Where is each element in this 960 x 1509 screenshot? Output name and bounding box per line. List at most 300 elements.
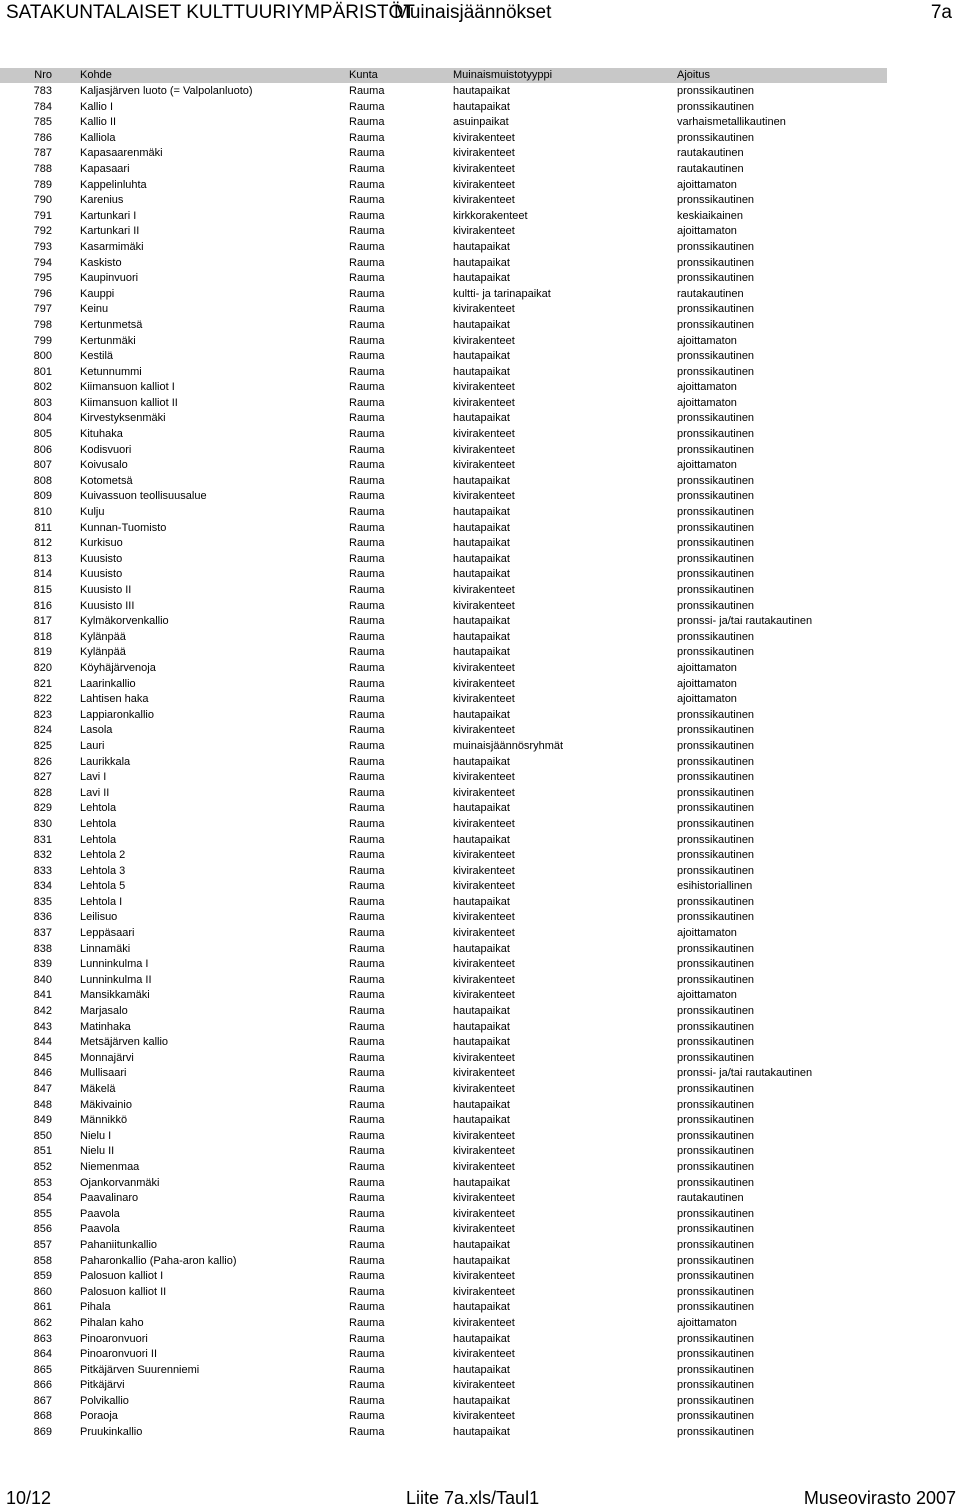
cell-nro: 801 (33, 365, 52, 378)
cell-tyyppi: hautapaikat (453, 802, 510, 815)
cell-kohde: Metsäjärven kallio (80, 1036, 169, 1049)
cell-nro: 851 (33, 1145, 52, 1158)
cell-ajoitus: pronssikautinen (677, 911, 755, 924)
cell-nro: 848 (33, 1098, 52, 1111)
cell-kunta: Rauma (349, 786, 385, 799)
cell-tyyppi: kivirakenteet (453, 911, 515, 924)
cell-kunta: Rauma (349, 1254, 385, 1267)
table-row (0, 677, 900, 693)
cell-kunta: Rauma (349, 973, 385, 986)
cell-kohde: Mäkivainio (80, 1098, 132, 1111)
column-header-nro: Nro (34, 69, 52, 81)
table-row (0, 1425, 900, 1441)
cell-kohde: Paavalinaro (80, 1192, 139, 1205)
cell-kohde: Ojankorvanmäki (80, 1176, 160, 1189)
cell-tyyppi: hautapaikat (453, 1098, 510, 1111)
cell-kunta: Rauma (349, 615, 385, 628)
cell-kohde: Kuivassuon teollisuusalue (80, 490, 207, 503)
cell-kunta: Rauma (349, 1410, 385, 1423)
table-header-row (0, 68, 887, 83)
cell-ajoitus: pronssikautinen (677, 256, 755, 269)
cell-kohde: Polvikallio (80, 1394, 129, 1407)
page-number: 10/12 (6, 1488, 52, 1508)
cell-nro: 784 (33, 100, 52, 113)
cell-tyyppi: kivirakenteet (453, 989, 515, 1002)
cell-ajoitus: pronssikautinen (677, 708, 755, 721)
cell-kohde: Kestilä (80, 350, 114, 363)
cell-kunta: Rauma (349, 1332, 385, 1345)
cell-kunta: Rauma (349, 131, 385, 144)
cell-nro: 839 (33, 958, 52, 971)
cell-kunta: Rauma (349, 1160, 385, 1173)
cell-nro: 826 (33, 755, 52, 768)
cell-nro: 810 (33, 506, 52, 519)
cell-ajoitus: pronssikautinen (677, 1036, 755, 1049)
cell-nro: 813 (33, 552, 52, 565)
cell-kohde: Kunnan-Tuomisto (80, 521, 167, 534)
cell-nro: 800 (33, 350, 52, 363)
table-row (0, 1332, 900, 1348)
cell-kohde: Poraoja (80, 1410, 118, 1423)
cell-nro: 823 (33, 708, 52, 721)
cell-kunta: Rauma (349, 209, 385, 222)
cell-kunta: Rauma (349, 147, 385, 160)
cell-kunta: Rauma (349, 630, 385, 643)
cell-ajoitus: ajoittamaton (677, 334, 737, 347)
cell-kohde: Lehtola (80, 802, 117, 815)
table-row (0, 988, 900, 1004)
cell-kunta: Rauma (349, 490, 385, 503)
cell-nro: 816 (33, 599, 52, 612)
table-row (0, 1378, 900, 1394)
table-row (0, 1238, 900, 1254)
cell-nro: 862 (33, 1316, 52, 1329)
cell-kohde: Kulju (80, 506, 105, 519)
cell-kohde: Lappiaronkallio (80, 708, 154, 721)
table-row (0, 1285, 900, 1301)
cell-kohde: Kapasaari (80, 162, 130, 175)
cell-ajoitus: keskiaikainen (677, 209, 744, 222)
cell-kohde: Kylänpää (80, 630, 126, 643)
cell-kunta: Rauma (349, 833, 385, 846)
cell-nro: 790 (33, 194, 52, 207)
cell-kohde: Köyhäjärvenoja (80, 661, 156, 674)
cell-kohde: Pihala (80, 1301, 111, 1314)
table-row (0, 1113, 900, 1129)
cell-nro: 847 (33, 1083, 52, 1095)
cell-tyyppi: kivirakenteet (453, 303, 515, 316)
cell-tyyppi: kivirakenteet (453, 131, 515, 144)
cell-kohde: Lehtola 5 (80, 880, 126, 893)
cell-tyyppi: hautapaikat (453, 646, 510, 659)
cell-tyyppi: hautapaikat (453, 755, 510, 768)
cell-tyyppi: kivirakenteet (453, 428, 515, 441)
cell-kohde: Kasarmimäki (80, 240, 144, 253)
cell-ajoitus: pronssikautinen (677, 1301, 755, 1314)
cell-nro: 846 (33, 1067, 52, 1080)
cell-ajoitus: pronssikautinen (677, 194, 755, 207)
cell-kohde: Pitkäjärven Suurenniemi (80, 1363, 200, 1376)
cell-kunta: Rauma (349, 1005, 385, 1018)
cell-kunta: Rauma (349, 1051, 385, 1064)
cell-ajoitus: pronssikautinen (677, 864, 755, 877)
cell-kohde: Lehtola 3 (80, 864, 126, 877)
cell-tyyppi: kivirakenteet (453, 1160, 515, 1173)
cell-nro: 789 (33, 178, 52, 191)
cell-kunta: Rauma (349, 911, 385, 924)
cell-tyyppi: asuinpaikat (453, 116, 509, 129)
cell-kohde: Kertunmetsä (80, 318, 143, 331)
cell-nro: 802 (33, 381, 52, 394)
cell-tyyppi: kivirakenteet (453, 864, 515, 877)
cell-kohde: Kylmäkorvenkallio (80, 615, 169, 628)
cell-kunta: Rauma (349, 1145, 385, 1158)
cell-kunta: Rauma (349, 942, 385, 955)
table-row (0, 630, 900, 646)
table-row (0, 380, 900, 396)
cell-kunta: Rauma (349, 864, 385, 877)
cell-ajoitus: pronssikautinen (677, 1114, 755, 1127)
cell-tyyppi: kivirakenteet (453, 1285, 515, 1298)
cell-kohde: Mullisaari (80, 1067, 127, 1080)
cell-tyyppi: kivirakenteet (453, 927, 515, 940)
column-header-ajoitus: Ajoitus (677, 69, 711, 81)
table-row (0, 146, 900, 162)
table-row (0, 1051, 900, 1067)
cell-kohde: Kapasaarenmäki (80, 147, 163, 160)
cell-nro: 865 (33, 1363, 52, 1376)
cell-nro: 856 (33, 1223, 52, 1236)
cell-nro: 818 (33, 630, 52, 643)
cell-nro: 792 (33, 225, 52, 238)
cell-ajoitus: pronssikautinen (677, 521, 755, 534)
cell-kohde: Männikkö (80, 1114, 128, 1127)
cell-tyyppi: hautapaikat (453, 1301, 510, 1314)
cell-ajoitus: pronssikautinen (677, 240, 755, 253)
cell-ajoitus: pronssi- ja/tai rautakautinen (677, 1067, 813, 1080)
cell-ajoitus: pronssikautinen (677, 1207, 755, 1220)
cell-nro: 798 (33, 318, 52, 331)
cell-ajoitus: ajoittamaton (677, 927, 737, 940)
table-row (0, 224, 900, 240)
cell-ajoitus: pronssikautinen (677, 1410, 755, 1423)
cell-kunta: Rauma (349, 1348, 385, 1361)
table-row (0, 240, 900, 256)
cell-tyyppi: kivirakenteet (453, 1207, 515, 1220)
cell-kohde: Laurikkala (80, 755, 131, 768)
table-row (0, 521, 900, 537)
cell-nro: 860 (33, 1285, 52, 1298)
cell-ajoitus: ajoittamaton (677, 661, 737, 674)
cell-tyyppi: hautapaikat (453, 1254, 510, 1267)
cell-ajoitus: ajoittamaton (677, 178, 737, 191)
cell-ajoitus: pronssikautinen (677, 755, 755, 768)
cell-nro: 844 (33, 1036, 52, 1049)
cell-nro: 815 (33, 584, 52, 596)
cell-tyyppi: kivirakenteet (453, 880, 515, 893)
cell-kunta: Rauma (349, 318, 385, 331)
cell-kunta: Rauma (349, 1129, 385, 1142)
cell-ajoitus: rautakautinen (677, 1192, 744, 1205)
cell-kohde: Kuusisto III (80, 599, 135, 612)
table-row (0, 645, 900, 661)
cell-tyyppi: hautapaikat (453, 1426, 510, 1439)
table-row (0, 1035, 900, 1051)
cell-kunta: Rauma (349, 1426, 385, 1439)
cell-kohde: Kotometsä (80, 474, 133, 487)
cell-tyyppi: hautapaikat (453, 318, 510, 331)
column-header-kunta: Kunta (349, 69, 378, 81)
cell-kohde: Kappelinluhta (80, 178, 147, 191)
cell-kunta: Rauma (349, 256, 385, 269)
table-row (0, 318, 900, 334)
table-row (0, 1176, 900, 1192)
table-row (0, 334, 900, 350)
cell-kunta: Rauma (349, 334, 385, 347)
cell-kunta: Rauma (349, 584, 385, 596)
cell-kohde: Kituhaka (80, 428, 123, 441)
cell-kunta: Rauma (349, 1394, 385, 1407)
cell-ajoitus: pronssikautinen (677, 1270, 755, 1283)
table-row (0, 583, 900, 599)
table-row (0, 786, 900, 802)
cell-tyyppi: kivirakenteet (453, 1348, 515, 1361)
cell-ajoitus: pronssikautinen (677, 771, 755, 784)
cell-tyyppi: hautapaikat (453, 568, 510, 581)
table-row (0, 833, 900, 849)
cell-kunta: Rauma (349, 225, 385, 238)
cell-kohde: Kaskisto (80, 256, 122, 269)
cell-tyyppi: kivirakenteet (453, 1083, 515, 1095)
cell-kohde: Lavi I (80, 771, 107, 784)
cell-nro: 799 (33, 334, 52, 347)
cell-tyyppi: kivirakenteet (453, 396, 515, 409)
cell-kunta: Rauma (349, 646, 385, 659)
cell-kohde: Kertunmäki (80, 334, 136, 347)
table-row (0, 957, 900, 973)
cell-kunta: Rauma (349, 1114, 385, 1127)
cell-ajoitus: pronssikautinen (677, 1379, 755, 1392)
cell-ajoitus: pronssikautinen (677, 1051, 755, 1064)
cell-kunta: Rauma (349, 303, 385, 316)
cell-tyyppi: kirkkorakenteet (453, 209, 528, 222)
table-row (0, 942, 900, 958)
table-row (0, 1160, 900, 1176)
cell-tyyppi: hautapaikat (453, 1176, 510, 1189)
cell-kunta: Rauma (349, 724, 385, 737)
cell-kunta: Rauma (349, 474, 385, 487)
cell-kunta: Rauma (349, 162, 385, 175)
cell-kunta: Rauma (349, 568, 385, 581)
cell-nro: 853 (33, 1176, 52, 1189)
cell-ajoitus: pronssikautinen (677, 490, 755, 503)
table-row (0, 1207, 900, 1223)
cell-nro: 808 (33, 474, 52, 487)
cell-kunta: Rauma (349, 1083, 385, 1095)
cell-tyyppi: hautapaikat (453, 1114, 510, 1127)
cell-nro: 840 (33, 973, 52, 986)
cell-kohde: Lauri (80, 739, 105, 752)
cell-kunta: Rauma (349, 240, 385, 253)
cell-ajoitus: pronssikautinen (677, 833, 755, 846)
cell-nro: 812 (33, 537, 52, 550)
cell-nro: 864 (33, 1348, 52, 1361)
cell-nro: 845 (33, 1051, 52, 1064)
cell-tyyppi: kivirakenteet (453, 1145, 515, 1158)
cell-nro: 791 (33, 209, 52, 222)
cell-ajoitus: pronssikautinen (677, 350, 755, 363)
cell-kohde: Lehtola I (80, 895, 123, 908)
cell-nro: 788 (33, 162, 52, 175)
cell-tyyppi: kivirakenteet (453, 1067, 515, 1080)
table-row (0, 661, 900, 677)
cell-tyyppi: kivirakenteet (453, 849, 515, 862)
cell-tyyppi: kivirakenteet (453, 1192, 515, 1205)
table-row (0, 302, 900, 318)
cell-nro: 842 (33, 1005, 52, 1018)
cell-ajoitus: pronssikautinen (677, 1254, 755, 1267)
document-title: SATAKUNTALAISET KULTTUURIYMPÄRISTÖT (6, 2, 415, 23)
cell-kohde: Kaljasjärven luoto (= Valpolanluoto) (80, 85, 253, 97)
cell-kunta: Rauma (349, 1036, 385, 1049)
cell-nro: 859 (33, 1270, 52, 1283)
cell-tyyppi: kivirakenteet (453, 1223, 515, 1236)
cell-kohde: Lasola (80, 724, 113, 737)
cell-kunta: Rauma (349, 1316, 385, 1329)
cell-ajoitus: pronssikautinen (677, 973, 755, 986)
cell-kohde: Kallio II (80, 116, 117, 129)
cell-ajoitus: pronssikautinen (677, 958, 755, 971)
cell-nro: 827 (33, 771, 52, 784)
cell-kohde: Pitkäjärvi (80, 1379, 125, 1392)
cell-ajoitus: rautakautinen (677, 147, 744, 160)
cell-kohde: Ketunnummi (80, 365, 142, 378)
cell-kohde: Koivusalo (80, 459, 128, 472)
cell-tyyppi: hautapaikat (453, 474, 510, 487)
cell-ajoitus: pronssikautinen (677, 100, 755, 113)
cell-kohde: Lehtola (80, 833, 117, 846)
cell-nro: 803 (33, 396, 52, 409)
cell-tyyppi: kivirakenteet (453, 1316, 515, 1329)
table-row (0, 162, 900, 178)
table-row (0, 443, 900, 459)
cell-ajoitus: rautakautinen (677, 287, 744, 300)
cell-tyyppi: kivirakenteet (453, 693, 515, 706)
cell-kunta: Rauma (349, 895, 385, 908)
table-row (0, 271, 900, 287)
cell-kohde: Kuusisto (80, 552, 123, 565)
cell-kunta: Rauma (349, 412, 385, 425)
cell-kohde: Marjasalo (80, 1005, 128, 1018)
cell-nro: 822 (33, 693, 52, 706)
cell-ajoitus: pronssikautinen (677, 1160, 755, 1173)
table-row (0, 1004, 900, 1020)
column-header-kohde: Kohde (80, 69, 112, 81)
cell-kunta: Rauma (349, 365, 385, 378)
cell-tyyppi: hautapaikat (453, 1238, 510, 1251)
table-row (0, 474, 900, 490)
cell-kohde: Paavola (80, 1207, 120, 1220)
cell-tyyppi: kivirakenteet (453, 771, 515, 784)
cell-nro: 863 (33, 1332, 52, 1345)
cell-tyyppi: hautapaikat (453, 412, 510, 425)
cell-nro: 833 (33, 864, 52, 877)
cell-ajoitus: pronssikautinen (677, 85, 755, 97)
cell-kunta: Rauma (349, 802, 385, 815)
cell-ajoitus: pronssikautinen (677, 630, 755, 643)
cell-kunta: Rauma (349, 817, 385, 830)
cell-kunta: Rauma (349, 459, 385, 472)
table-row (0, 599, 900, 615)
cell-nro: 819 (33, 646, 52, 659)
cell-kohde: Pihalan kaho (80, 1316, 144, 1329)
table-row (0, 879, 900, 895)
cell-nro: 825 (33, 739, 52, 752)
cell-nro: 861 (33, 1301, 52, 1314)
cell-tyyppi: hautapaikat (453, 942, 510, 955)
table-row (0, 84, 900, 100)
cell-tyyppi: kivirakenteet (453, 584, 515, 596)
cell-kohde: Kurkisuo (80, 537, 123, 550)
cell-ajoitus: pronssikautinen (677, 412, 755, 425)
cell-tyyppi: hautapaikat (453, 85, 510, 97)
cell-kohde: Lehtola (80, 817, 117, 830)
cell-kunta: Rauma (349, 443, 385, 456)
table-row (0, 536, 900, 552)
table-row (0, 1098, 900, 1114)
cell-ajoitus: pronssikautinen (677, 1285, 755, 1298)
cell-tyyppi: hautapaikat (453, 365, 510, 378)
cell-nro: 854 (33, 1192, 52, 1205)
cell-tyyppi: kivirakenteet (453, 724, 515, 737)
cell-kunta: Rauma (349, 287, 385, 300)
cell-ajoitus: ajoittamaton (677, 396, 737, 409)
table-row (0, 1300, 900, 1316)
cell-ajoitus: ajoittamaton (677, 693, 737, 706)
table-row (0, 178, 900, 194)
cell-kunta: Rauma (349, 1176, 385, 1189)
cell-ajoitus: ajoittamaton (677, 381, 737, 394)
cell-tyyppi: hautapaikat (453, 1005, 510, 1018)
cell-kunta: Rauma (349, 1098, 385, 1111)
cell-tyyppi: muinaisjäännösryhmät (453, 739, 564, 752)
cell-nro: 869 (33, 1426, 52, 1439)
cell-kohde: Mansikkamäki (80, 989, 150, 1002)
cell-nro: 829 (33, 802, 52, 815)
table-row (0, 926, 900, 942)
cell-kunta: Rauma (349, 1270, 385, 1283)
cell-ajoitus: pronssikautinen (677, 568, 755, 581)
table-row (0, 895, 900, 911)
cell-kohde: Kuusisto II (80, 584, 132, 596)
cell-tyyppi: hautapaikat (453, 630, 510, 643)
appendix-label: 7a (930, 2, 952, 23)
cell-nro: 811 (34, 521, 52, 534)
table-row (0, 1066, 900, 1082)
cell-kohde: Kuusisto (80, 568, 123, 581)
cell-nro: 830 (33, 817, 52, 830)
table-row (0, 1144, 900, 1160)
cell-tyyppi: kivirakenteet (453, 661, 515, 674)
page-footer (0, 1488, 960, 1508)
cell-tyyppi: hautapaikat (453, 552, 510, 565)
cell-nro: 793 (33, 240, 52, 253)
cell-ajoitus: pronssikautinen (677, 1129, 755, 1142)
cell-kunta: Rauma (349, 381, 385, 394)
cell-ajoitus: pronssikautinen (677, 599, 755, 612)
cell-kohde: Palosuon kalliot I (80, 1270, 164, 1283)
cell-ajoitus: varhaismetallikautinen (677, 116, 786, 129)
